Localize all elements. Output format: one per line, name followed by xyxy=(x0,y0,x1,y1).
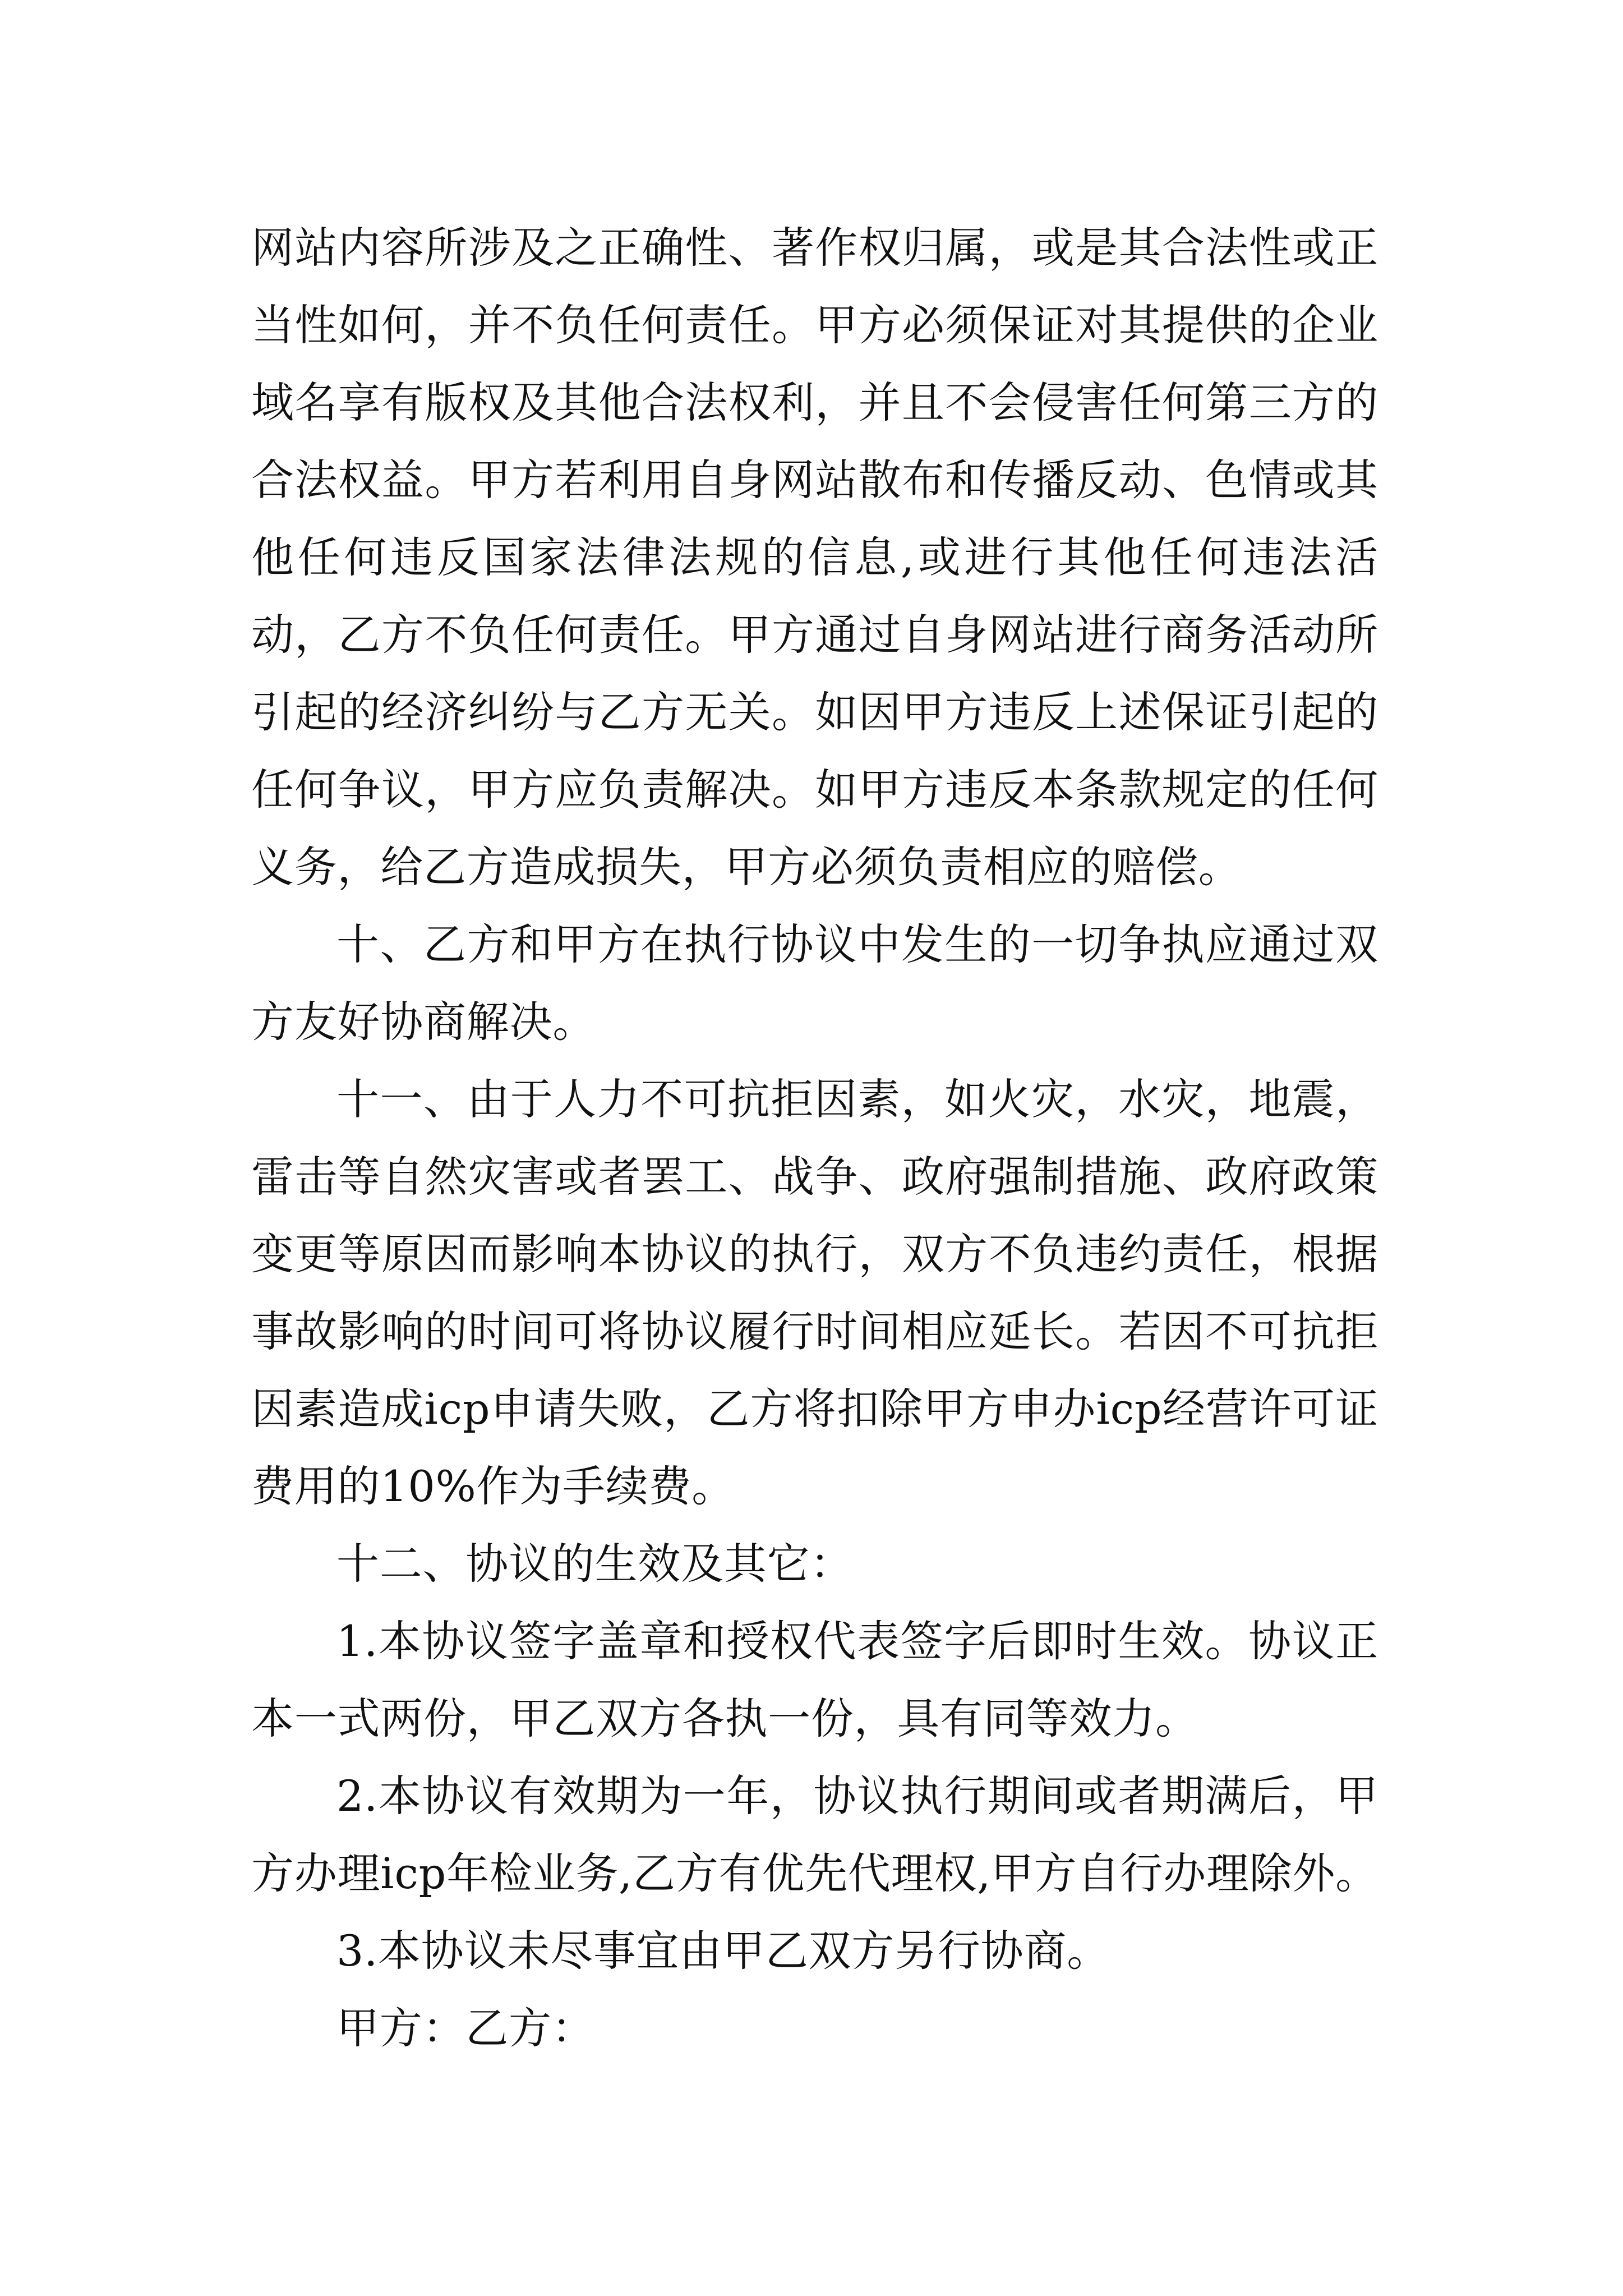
paragraph-liability: 网站内容所涉及之正确性、著作权归属，或是其合法性或正当性如何，并不负任何责任。甲方必须保证对其提供的企业域名享有版权及其他合法权利，并且不会侵害任何第三方的合法权益。甲方若利用自身网站散布和传播反动、色情或其他任何违反国家法律法规的信息,或进行其他任何违法活动，乙方不负任何责任。甲方通过自身网站进行商务活动所引起的经济纠纷与乙方无关。如因甲方违反上述保证引起的任何争议，甲方应负责解决。如甲方违反本条款规定的任何义务，给乙方造成损失，甲方必须负责相应的赔偿。 xyxy=(251,223,1378,892)
document-body xyxy=(251,209,1378,2067)
signature-line: 甲方：乙方： xyxy=(336,2003,595,2053)
paragraph-clause-12-item-1: 1.本协议签字盖章和授权代表签字后即时生效。协议正本一式两份，甲乙双方各执一份，具有同等效力。 xyxy=(251,1616,1378,1743)
paragraph-clause-12-heading: 十二、协议的生效及其它： xyxy=(336,1539,854,1589)
paragraph-clause-10: 十、乙方和甲方在执行协议中发生的一切争执应通过双方友好协商解决。 xyxy=(251,919,1378,1047)
paragraph-clause-12-item-3: 3.本协议未尽事宜由甲乙双方另行协商。 xyxy=(336,1926,1110,1976)
paragraph-clause-11: 十一、由于人力不可抗拒因素，如火灾，水灾，地震，雷击等自然灾害或者罢工、战争、政府强制措施、政府政策变更等原因而影响本协议的执行，双方不负违约责任，根据事故影响的时间可将协议履行时间相应延长。若因不可抗拒因素造成icp申请失败，乙方将扣除甲方申办icp经营许可证费用的10%作为手续费。 xyxy=(251,1074,1378,1511)
paragraph-clause-12-item-2: 2.本协议有效期为一年，协议执行期间或者期满后，甲方办理icp年检业务,乙方有优先代理权,甲方自行办理除外。 xyxy=(251,1771,1378,1898)
